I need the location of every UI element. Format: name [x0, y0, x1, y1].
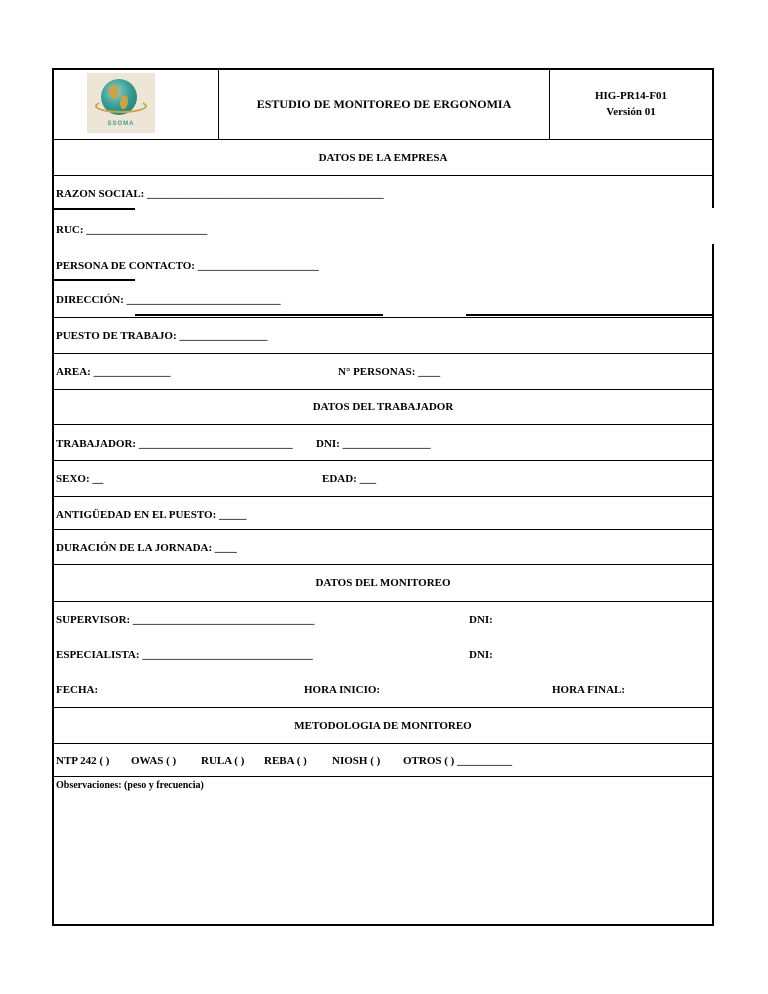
border-gap	[712, 208, 718, 244]
code-cell	[550, 70, 712, 139]
persona-contacto-field[interactable]: PERSONA DE CONTACTO: ______________________	[56, 260, 319, 272]
row-especialista	[54, 637, 712, 672]
sexo-field[interactable]: SEXO: __	[56, 473, 104, 485]
especialista-dni-field[interactable]: DNI:	[469, 649, 493, 661]
divider-line	[53, 279, 135, 281]
edad-field[interactable]: EDAD: ___	[322, 473, 377, 485]
option-rula[interactable]: RULA ( )	[201, 755, 245, 767]
row-duracion	[54, 530, 712, 565]
n-personas-field[interactable]: N° PERSONAS: ____	[338, 366, 441, 378]
section-title-empresa: DATOS DE LA EMPRESA	[318, 152, 448, 164]
row-persona-contacto	[54, 247, 712, 283]
option-niosh[interactable]: NIOSH ( )	[332, 755, 381, 767]
row-ruc	[54, 211, 712, 247]
ruc-field[interactable]: RUC: ______________________	[56, 224, 208, 236]
row-metodologia-options	[54, 744, 712, 777]
antiguedad-field[interactable]: ANTIGÜEDAD EN EL PUESTO: _____	[56, 509, 247, 521]
row-supervisor	[54, 602, 712, 637]
duracion-field[interactable]: DURACIÓN DE LA JORNADA: ____	[56, 542, 237, 554]
direccion-field[interactable]: DIRECCIÓN: ____________________________	[56, 294, 281, 306]
option-otros[interactable]: OTROS ( ) __________	[403, 755, 513, 767]
form-version: Versión 01	[606, 106, 656, 118]
row-puesto	[54, 317, 712, 354]
row-fecha	[54, 672, 712, 708]
razon-social-field[interactable]: RAZON SOCIAL: ___________________________________________	[56, 188, 384, 200]
section-trabajador	[54, 390, 712, 425]
form-code: HIG-PR14-F01	[594, 90, 668, 102]
divider-line	[135, 314, 383, 316]
supervisor-field[interactable]: SUPERVISOR: _________________________________	[56, 614, 315, 626]
section-metodologia	[54, 708, 712, 744]
row-trabajador	[54, 425, 712, 461]
form-header	[54, 70, 712, 140]
option-owas[interactable]: OWAS ( )	[131, 755, 177, 767]
observaciones-area[interactable]	[54, 777, 712, 924]
row-direccion	[54, 283, 712, 317]
section-title-trabajador: DATOS DEL TRABAJADOR	[312, 401, 454, 413]
section-title-monitoreo: DATOS DEL MONITOREO	[315, 577, 451, 589]
form-title: ESTUDIO DE MONITOREO DE ERGONOMIA	[256, 97, 512, 111]
hora-inicio-field[interactable]: HORA INICIO:	[304, 684, 381, 696]
fecha-field[interactable]: FECHA:	[56, 684, 99, 696]
section-empresa	[54, 140, 712, 176]
logo-text: SSOMA	[107, 121, 135, 127]
logo-cell	[54, 70, 219, 139]
divider-line	[466, 314, 714, 316]
row-antiguedad	[54, 497, 712, 530]
divider-line	[53, 208, 135, 210]
section-monitoreo	[54, 565, 712, 602]
trabajador-field[interactable]: TRABAJADOR: ____________________________	[56, 438, 293, 450]
company-logo	[87, 73, 155, 133]
puesto-field[interactable]: PUESTO DE TRABAJO: ________________	[56, 330, 268, 342]
observaciones-label: Observaciones: (peso y frecuencia)	[56, 780, 204, 791]
section-title-metodologia: METODOLOGIA DE MONITOREO	[294, 720, 472, 732]
trabajador-dni-field[interactable]: DNI: ________________	[316, 438, 431, 450]
area-field[interactable]: AREA: ______________	[56, 366, 171, 378]
row-area	[54, 354, 712, 390]
row-sexo	[54, 461, 712, 497]
row-razon-social	[54, 176, 712, 211]
ring-icon	[95, 99, 147, 113]
hora-final-field[interactable]: HORA FINAL:	[552, 684, 626, 696]
option-reba[interactable]: REBA ( )	[264, 755, 307, 767]
ergonomics-form	[52, 68, 714, 926]
supervisor-dni-field[interactable]: DNI:	[469, 614, 493, 626]
option-ntp242[interactable]: NTP 242 ( )	[56, 755, 110, 767]
title-cell	[219, 70, 550, 139]
especialista-field[interactable]: ESPECIALISTA: _______________________________	[56, 649, 313, 661]
